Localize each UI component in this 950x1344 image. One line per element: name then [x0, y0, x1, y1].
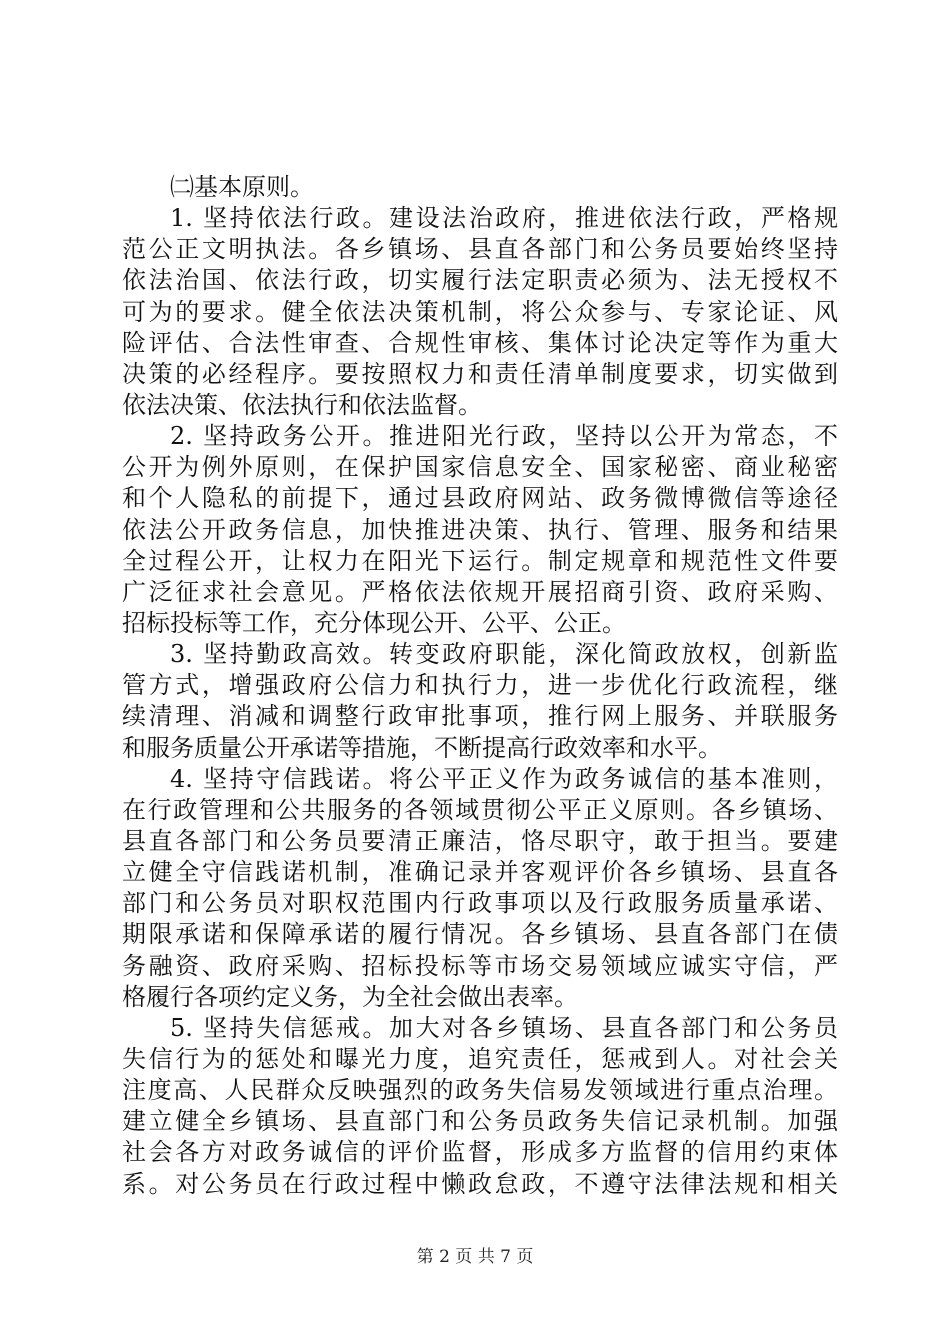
text-line: 范公正文明执法。各乡镇场、县直各部门和公务员要始终坚持 — [122, 235, 838, 264]
text-line: 期限承诺和保障承诺的履行情况。各乡镇场、县直各部门在债 — [122, 920, 838, 949]
text-line: 广泛征求社会意见。严格依法依规开展招商引资、政府采购、 — [122, 577, 838, 606]
text-line: 依法决策、依法执行和依法监督。 — [122, 390, 482, 419]
text-line: 公开为例外原则，在保护国家信息安全、国家秘密、商业秘密 — [122, 453, 838, 482]
text-line: 格履行各项约定义务，为全社会做出表率。 — [122, 982, 578, 1011]
section-heading: ㈡基本原则。 — [170, 173, 314, 201]
text-line: 3. 坚持勤政高效。转变政府职能，深化简政放权，创新监 — [170, 640, 838, 669]
text-line: 建立健全乡镇场、县直部门和公务员政务失信记录机制。加强 — [122, 1107, 838, 1136]
text-line: 1. 坚持依法行政。建设法治政府，推进依法行政，严格规 — [170, 204, 838, 233]
text-line: 4. 坚持守信践诺。将公平正义作为政务诚信的基本准则， — [170, 764, 838, 793]
text-line: 管方式，增强政府公信力和执行力，进一步优化行政流程，继 — [122, 671, 838, 700]
text-line: 社会各方对政务诚信的评价监督，形成多方监督的信用约束体 — [122, 1138, 838, 1167]
text-line: 续清理、消减和调整行政审批事项，推行网上服务、并联服务 — [122, 702, 838, 731]
text-line: 全过程公开，让权力在阳光下运行。制定规章和规范性文件要 — [122, 546, 838, 575]
text-line: 失信行为的惩处和曝光力度，追究责任，惩戒到人。对社会关 — [122, 1044, 838, 1073]
text-line: 2. 坚持政务公开。推进阳光行政，坚持以公开为常态，不 — [170, 422, 838, 451]
text-line: 注度高、人民群众反映强烈的政务失信易发领域进行重点治理。 — [122, 1076, 838, 1105]
text-line: 依法公开政务信息，加快推进决策、执行、管理、服务和结果 — [122, 515, 838, 544]
page-number-footer: 第 2 页 共 7 页 — [416, 1247, 534, 1267]
text-line: 险评估、合法性审查、合规性审核、集体讨论决定等作为重大 — [122, 328, 838, 357]
text-line: 立健全守信践诺机制，准确记录并客观评价各乡镇场、县直各 — [122, 858, 838, 887]
text-line: 在行政管理和公共服务的各领域贯彻公平正义原则。各乡镇场、 — [122, 795, 838, 824]
text-line: 务融资、政府采购、招标投标等市场交易领域应诚实守信，严 — [122, 951, 838, 980]
text-line: 和服务质量公开承诺等措施，不断提高行政效率和水平。 — [122, 733, 722, 762]
text-line: 和个人隐私的前提下，通过县政府网站、政务微博微信等途径 — [122, 484, 838, 513]
text-line: 部门和公务员对职权范围内行政事项以及行政服务质量承诺、 — [122, 889, 838, 918]
text-line: 招标投标等工作，充分体现公开、公平、公正。 — [122, 608, 626, 637]
document-body — [122, 172, 838, 1200]
text-line: 5. 坚持失信惩戒。加大对各乡镇场、县直各部门和公务员 — [170, 1013, 838, 1042]
text-line: 决策的必经程序。要按照权力和责任清单制度要求，切实做到 — [122, 359, 838, 388]
text-line: 可为的要求。健全依法决策机制，将公众参与、专家论证、风 — [122, 297, 838, 326]
text-line: 依法治国、依法行政，切实履行法定职责必须为、法无授权不 — [122, 266, 838, 295]
text-line: 县直各部门和公务员要清正廉洁，恪尽职守，敢于担当。要建 — [122, 826, 838, 855]
text-line: 系。对公务员在行政过程中懒政怠政，不遵守法律法规和相关 — [122, 1169, 838, 1198]
